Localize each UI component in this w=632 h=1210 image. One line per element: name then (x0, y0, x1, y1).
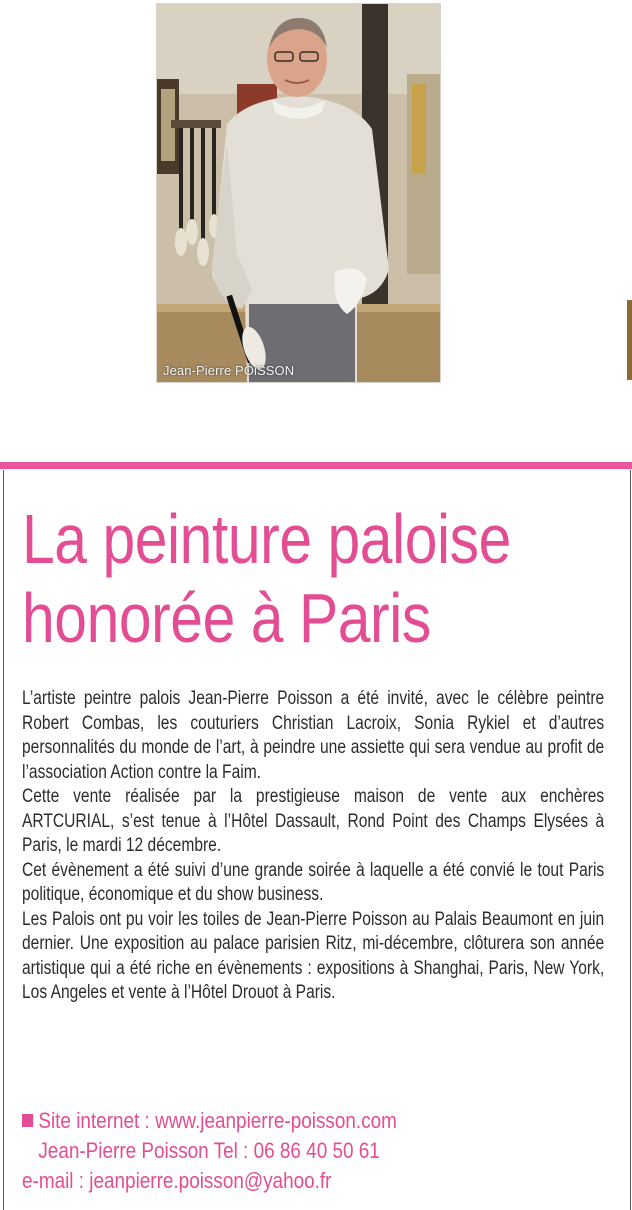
phone-line: Jean-Pierre Poisson Tel : 06 86 40 50 61 (38, 1138, 380, 1163)
paragraph: Cet évènement a été suivi d’une grande soirée à laquelle a été convié le tout Paris politique, économique et du show business. (22, 859, 605, 905)
paragraph: Les Palois ont pu voir les toiles de Jean-Pierre Poisson au Palais Beaumont en juin dernier. Une exposition au palace parisien Ritz, mi-décembre, clôturera son année artistique qui a été riche en évènements : expositions à Shanghai, Paris, New York, Los Angeles et vente à l’Hôtel Drouot à Paris. (22, 908, 605, 1003)
scan-edge-artifact (627, 300, 632, 380)
article-body (22, 687, 604, 1006)
headline-line-2: honorée à Paris (22, 579, 431, 657)
artist-portrait-illustration (157, 4, 440, 382)
website-line (22, 1106, 397, 1136)
bullet-square-icon (22, 1114, 33, 1127)
contact-block (22, 1106, 397, 1196)
email-line: e-mail : jeanpierre.poisson@yahoo.fr (22, 1168, 332, 1193)
artist-photo (157, 4, 440, 382)
article-headline (22, 500, 526, 658)
headline-line-1: La peinture paloise (22, 500, 511, 578)
paragraph: L’artiste peintre palois Jean-Pierre Poisson a été invité, avec le célèbre peintre Robert Combas, les couturiers Christian Lacroix, Sonia Rykiel et d’autres personnalités du monde de l’art, à peindre une assiette qui sera vendue au profit de l’association Action contre la Faim. (22, 688, 605, 783)
paragraph: Cette vente réalisée par la prestigieuse maison de vente aux enchères ARTCURIAL, s’est tenue à l’Hôtel Dassault, Rond Point des Champs Elysées à Paris, le mardi 12 décembre. (22, 786, 605, 856)
photo-caption: Jean-Pierre POiSSON (163, 363, 295, 378)
pink-divider (0, 462, 632, 469)
website-text: Site internet : www.jeanpierre-poisson.com (38, 1108, 397, 1133)
